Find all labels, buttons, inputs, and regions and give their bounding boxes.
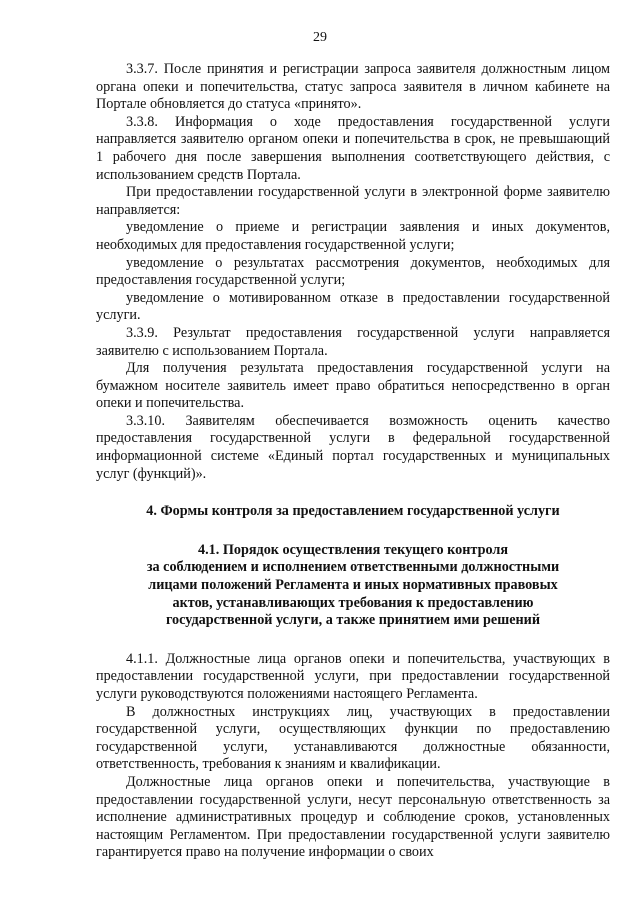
- subsection-heading-line: лицами положений Регламента и иных нормативных правовых: [148, 577, 558, 594]
- section-heading: 4. Формы контроля за предоставлением государственной услуги: [146, 503, 560, 520]
- document-body: [96, 61, 610, 862]
- page-number: 29: [313, 30, 327, 45]
- paragraph-job-instructions: В должностных инструкциях лиц, участвующих в предоставлении государственной услуги, осуществляющих функции по предоставлению государственной услуги, устанавливаются должностные обязанности, ответственность, требования к знаниям и квалификации.: [96, 703, 610, 773]
- subsection-heading-line: за соблюдением и исполнением ответственными должностными: [146, 559, 560, 576]
- paragraph-responsibility: Должностные лица органов опеки и попечительства, участвующие в предоставлении государственной услуги, несут персональную ответственность за исполнение административных процедур и соблюдение сроков, установленных настоящим Регламентом. При предоставлении государственной услуги заявителю гарантируется право на получение информации о своих: [96, 773, 610, 861]
- paragraph-4-1-1: 4.1.1. Должностные лица органов опеки и попечительства, участвующих в предоставлении государственной услуги, при предоставлении государственной услуги руководствуются положениями настоящего Регламента.: [96, 650, 610, 702]
- paragraph-paper-result: Для получения результата предоставления государственной услуги на бумажном носителе заявитель имеет право обратиться непосредственно в орган опеки и попечительства.: [96, 360, 610, 412]
- paragraph-3-3-8: 3.3.8. Информация о ходе предоставления государственной услуги направляется заявителю органом опеки и попечительства в срок, не превышающий 1 рабочего дня после завершения выполнения соответствующего действия, с использованием средств Портала.: [96, 113, 610, 183]
- paragraph-notice-refusal: уведомление о мотивированном отказе в предоставлении государственной услуги.: [96, 289, 610, 324]
- paragraph-electronic-notice: При предоставлении государственной услуги в электронной форме заявителю направляется:: [96, 184, 610, 218]
- subsection-heading-line: государственной услуги, а также принятием ими решений: [165, 612, 541, 629]
- subsection-heading-line: 4.1. Порядок осуществления текущего контроля: [198, 541, 508, 558]
- subsection-heading: [96, 542, 610, 630]
- paragraph-notice-results: уведомление о результатах рассмотрения документов, необходимых для предоставления государственной услуги;: [96, 254, 610, 289]
- paragraph-3-3-7: 3.3.7. После принятия и регистрации запроса заявителя должностным лицом органа опеки и попечительства, статус запроса заявителя в личном кабинете на Портале обновляется до статуса «принято».: [96, 61, 610, 113]
- paragraph-notice-receipt: уведомление о приеме и регистрации заявления и иных документов, необходимых для предоставления государственной услуги;: [96, 219, 610, 253]
- paragraph-3-3-10: 3.3.10. Заявителям обеспечивается возможность оценить качество предоставления государственной услуги в федеральной государственной информационной системе «Единый портал государственных и муниципальных услуг (функций)».: [96, 412, 610, 482]
- paragraph-3-3-9: 3.3.9. Результат предоставления государственной услуги направляется заявителю с использованием Портала.: [96, 324, 610, 359]
- subsection-heading-line: актов, устанавливающих требования к предоставлению: [172, 594, 534, 611]
